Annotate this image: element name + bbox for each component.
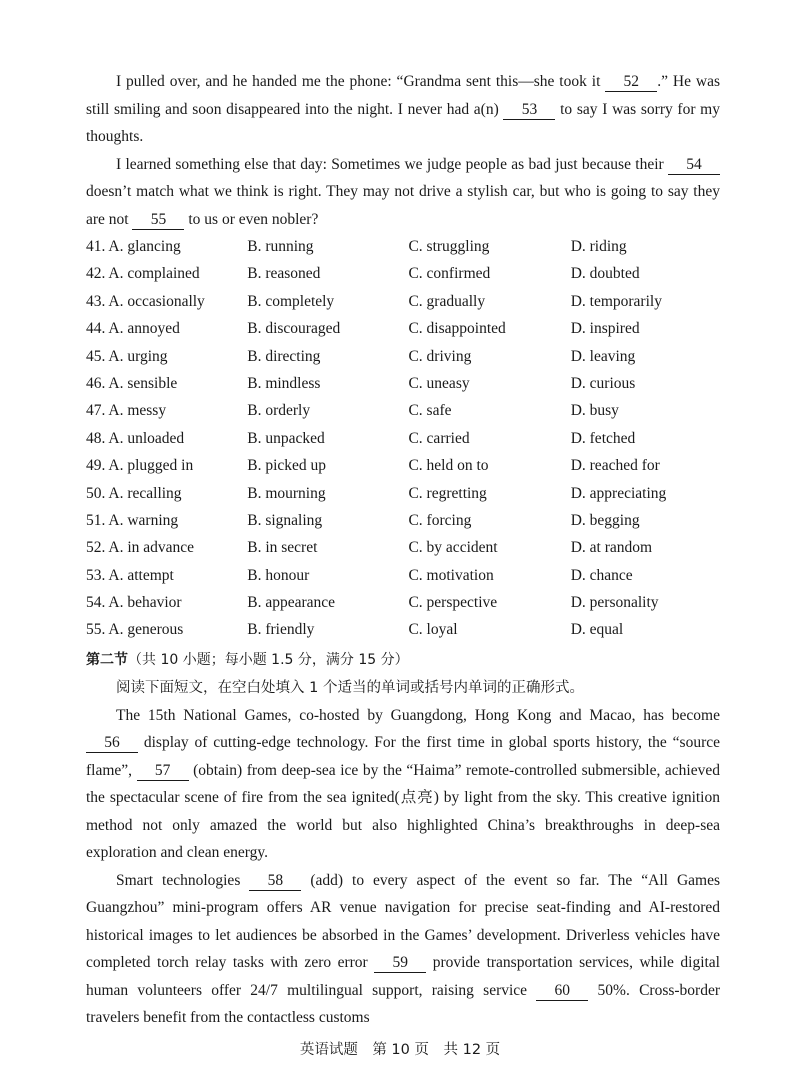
option-choice: B. running: [247, 238, 314, 255]
option-row: [86, 425, 720, 452]
option-choice: C. forcing: [408, 511, 472, 529]
option-choice: 48. A. unloaded: [86, 429, 185, 447]
passage1-paragraph-2: [86, 151, 720, 234]
text-run: 50%. Cross-border travelers benefit from the contactless customs: [86, 981, 720, 1027]
option-row: [86, 397, 720, 424]
option-choice: B. mindless: [247, 374, 321, 392]
option-choice: 54. A. behavior: [86, 594, 182, 612]
option-choice: B. unpacked: [247, 429, 325, 447]
option-choice: B. completely: [247, 292, 335, 310]
option-row: [86, 288, 720, 315]
option-choice: B. in secret: [247, 539, 318, 557]
option-choice: C. safe: [408, 402, 452, 420]
text-run: to say I was sorry for my thoughts.: [86, 100, 720, 145]
option-row: [86, 260, 720, 287]
option-choice: 52. A. in advance: [86, 539, 195, 557]
option-choice: B. honour: [247, 566, 310, 584]
option-choice: C. uneasy: [408, 374, 470, 392]
option-choice: 41. A. glancing: [86, 238, 181, 255]
option-row: [86, 534, 720, 561]
option-choice: D. fetched: [570, 429, 636, 447]
option-row: [86, 343, 720, 370]
option-choice: 46. A. sensible: [86, 374, 178, 392]
blank-54: 54: [668, 156, 720, 175]
text-run: (add) to every aspect of the event so far. The “All Games Guangzhou” mini-program offers AR venue navigation for precise seat-finding and AI-restored historical images to let audiences be absorbed in the Games’ development. Driverless vehicles have completed torch relay tasks with zero error: [86, 871, 720, 972]
text-run: I learned something else that day: Sometimes we judge people as bad just because their: [116, 155, 668, 173]
section-instruction: 阅读下面短文，在空白处填入 1 个适当的单词或括号内单词的正确形式。: [116, 679, 584, 696]
option-choice: B. picked up: [247, 457, 327, 475]
blank-60: 60: [536, 982, 588, 1001]
blank-56: 56: [86, 734, 138, 753]
option-row: [86, 315, 720, 342]
option-choice: 44. A. annoyed: [86, 320, 180, 338]
option-choice: C. disappointed: [408, 320, 506, 338]
option-choice: 43. A. occasionally: [86, 292, 205, 310]
option-row: [86, 616, 720, 643]
option-choice: C. by accident: [408, 539, 498, 557]
text-run: provide transportation services, while digital human volunteers offer 24/7 multilingual support, raising service: [86, 954, 720, 999]
option-choice: 55. A. generous: [86, 621, 184, 639]
option-row: [86, 480, 720, 507]
section-heading: [86, 646, 720, 674]
option-choice: D. appreciating: [570, 484, 667, 502]
option-choice: D. curious: [570, 374, 636, 392]
option-choice: D. at random: [570, 539, 653, 557]
option-choice: D. begging: [570, 511, 640, 529]
option-choice: B. reasoned: [247, 265, 321, 283]
passage2-paragraph-1: [86, 702, 720, 867]
passage2-paragraph-2: [86, 867, 720, 1032]
option-choice: C. confirmed: [408, 265, 491, 283]
answer-options: [86, 233, 720, 644]
option-choice: 47. A. messy: [86, 402, 167, 420]
option-choice: B. mourning: [247, 484, 326, 502]
option-choice: C. perspective: [408, 594, 498, 612]
option-choice: B. signaling: [247, 511, 323, 529]
option-choice: C. struggling: [408, 238, 490, 255]
option-choice: B. discouraged: [247, 320, 341, 338]
text-run: doesn’t match what we think is right. They may not drive a stylish car, but who is going to say they are not: [86, 183, 720, 228]
option-row: [86, 233, 720, 260]
option-choice: B. appearance: [247, 594, 336, 612]
option-choice: D. inspired: [570, 320, 640, 338]
passage1-paragraph-1: [86, 68, 720, 151]
blank-57: 57: [137, 762, 189, 781]
option-row: [86, 589, 720, 616]
option-choice: 49. A. plugged in: [86, 457, 194, 475]
option-choice: C. motivation: [408, 566, 494, 584]
text-run: (obtain) from deep-sea ice by the “Haima” remote-controlled submersible, achieved the spectacular scene of fire from the sea ignited(点亮) by light from the sky. This creative ignition method not only amazed the world but also highlighted China’s breakthroughs in deep-sea exploration and clean energy.: [86, 761, 720, 862]
blank-59: 59: [374, 954, 426, 973]
option-choice: D. doubted: [570, 265, 640, 283]
option-choice: B. orderly: [247, 402, 311, 420]
page-footer: 英语试题 第 10 页 共 12 页: [299, 1042, 501, 1058]
section-title: 第二节: [86, 651, 128, 668]
blank-52: 52: [605, 73, 657, 92]
option-choice: D. leaving: [570, 347, 636, 365]
section-note: （共 10 小题；每小题 1.5 分，满分 15 分）: [128, 651, 409, 668]
option-choice: D. personality: [570, 594, 659, 612]
option-choice: C. carried: [408, 429, 470, 447]
text-run: .” He was still smiling and soon disappeared into the night. I never had a(n): [86, 73, 720, 118]
option-choice: B. friendly: [247, 621, 315, 639]
option-choice: D. busy: [570, 402, 619, 420]
option-choice: 51. A. warning: [86, 511, 179, 529]
option-choice: D. chance: [570, 566, 633, 584]
option-choice: 42. A. complained: [86, 265, 200, 283]
blank-58: 58: [249, 872, 301, 891]
text-run: The 15th National Games, co-hosted by Guangdong, Hong Kong and Macao, has become: [116, 706, 720, 724]
text-run: to us or even nobler?: [184, 210, 319, 228]
option-choice: D. equal: [570, 621, 624, 639]
text-run: Smart technologies: [116, 871, 250, 889]
option-choice: C. regretting: [408, 484, 487, 502]
option-choice: C. held on to: [408, 457, 489, 475]
exam-page: [86, 68, 720, 1032]
option-choice: D. temporarily: [570, 292, 662, 310]
option-row: [86, 507, 720, 534]
blank-53: 53: [503, 101, 555, 120]
option-choice: C. loyal: [408, 621, 458, 639]
option-choice: 53. A. attempt: [86, 566, 174, 584]
option-choice: B. directing: [247, 347, 321, 365]
blank-55: 55: [132, 211, 184, 230]
text-run: display of cutting-edge technology. For the first time in global sports history, the “source flame”,: [86, 734, 720, 779]
option-choice: D. riding: [570, 238, 627, 255]
text-run: I pulled over, and he handed me the phone: “Grandma sent this—she took it: [116, 73, 606, 90]
option-row: [86, 370, 720, 397]
option-row: [86, 562, 720, 589]
option-choice: C. gradually: [408, 292, 486, 310]
option-choice: 50. A. recalling: [86, 484, 182, 502]
option-choice: 45. A. urging: [86, 347, 168, 365]
option-choice: C. driving: [408, 347, 472, 365]
option-choice: D. reached for: [570, 457, 660, 475]
option-row: [86, 452, 720, 479]
